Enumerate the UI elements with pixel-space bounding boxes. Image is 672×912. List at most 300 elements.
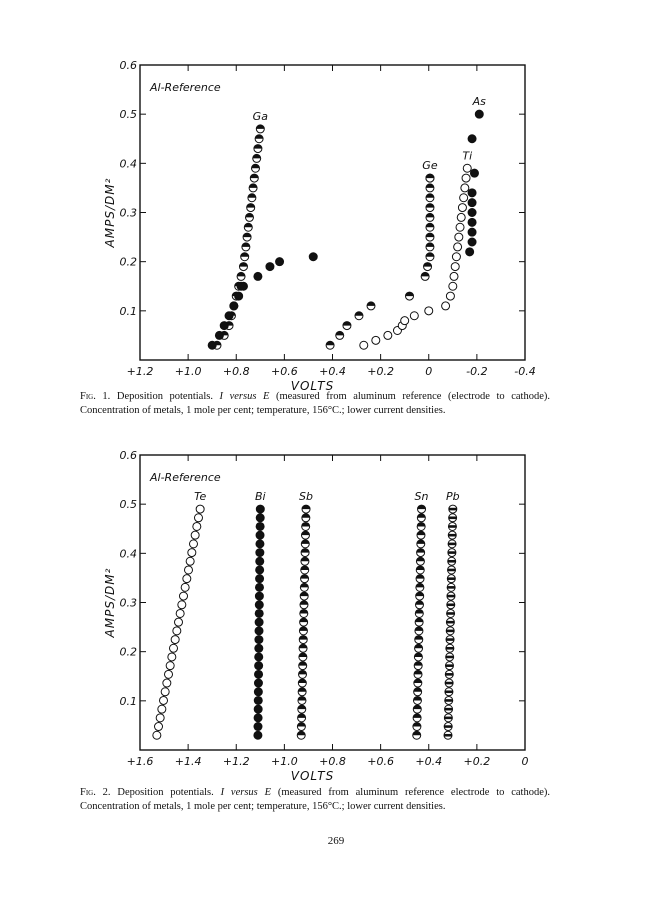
y-tick-label: 0.3 xyxy=(119,206,137,220)
marker-fill xyxy=(446,638,454,641)
data-point xyxy=(445,696,453,704)
data-point xyxy=(415,618,423,626)
series-ti xyxy=(410,164,471,320)
data-point xyxy=(426,233,434,241)
x-tick-label: +0.8 xyxy=(222,365,250,378)
data-point xyxy=(301,575,309,583)
data-point xyxy=(470,169,478,177)
data-point xyxy=(415,636,423,644)
data-point xyxy=(445,705,453,713)
series-pb xyxy=(444,505,457,739)
marker-fill xyxy=(446,630,454,633)
series-label: Ti xyxy=(462,149,473,163)
data-point xyxy=(300,618,308,626)
data-point xyxy=(463,164,471,172)
data-point xyxy=(445,688,453,696)
data-point xyxy=(299,627,307,635)
data-point xyxy=(300,601,308,609)
data-point xyxy=(426,174,434,182)
marker-fill xyxy=(445,708,453,711)
data-point xyxy=(416,592,424,600)
marker-fill xyxy=(447,603,455,606)
data-point xyxy=(298,679,306,687)
data-point xyxy=(302,522,310,530)
data-point xyxy=(426,204,434,212)
marker-fill xyxy=(448,525,456,528)
data-point xyxy=(426,243,434,251)
data-point xyxy=(298,705,306,713)
data-point xyxy=(276,258,284,266)
x-tick-label: +0.6 xyxy=(367,755,394,768)
data-point xyxy=(256,540,264,548)
data-point xyxy=(446,292,454,300)
figure-1-caption xyxy=(80,390,550,418)
x-tick-label: +1.2 xyxy=(222,755,250,768)
x-tick-label: +0.6 xyxy=(271,365,298,378)
data-point xyxy=(298,696,306,704)
series-label: Sn xyxy=(414,490,429,504)
data-point xyxy=(447,609,455,617)
series-label: Sb xyxy=(299,490,314,504)
y-tick-label: 0.2 xyxy=(119,645,137,659)
data-point xyxy=(416,575,424,583)
data-point xyxy=(417,549,425,557)
data-point xyxy=(161,688,169,696)
marker-fill xyxy=(448,551,456,554)
marker-fill xyxy=(447,612,455,615)
data-point xyxy=(445,679,453,687)
data-point xyxy=(256,125,264,133)
data-point xyxy=(196,505,204,513)
reference-annotation: Al-Reference xyxy=(150,81,221,94)
data-point xyxy=(255,601,263,609)
data-point xyxy=(302,505,310,513)
data-point xyxy=(186,557,194,565)
data-point xyxy=(462,174,470,182)
data-point xyxy=(414,653,422,661)
data-point xyxy=(468,218,476,226)
data-point xyxy=(406,292,414,300)
data-point xyxy=(155,723,163,731)
data-point xyxy=(301,557,309,565)
data-point xyxy=(417,522,425,530)
data-point xyxy=(424,263,432,271)
data-point xyxy=(418,505,426,513)
data-point xyxy=(446,618,454,626)
data-point xyxy=(255,592,263,600)
data-point xyxy=(452,253,460,261)
data-point xyxy=(415,609,423,617)
series-ge xyxy=(421,174,434,280)
data-point xyxy=(425,307,433,315)
data-point xyxy=(446,636,454,644)
y-tick-label: 0.4 xyxy=(119,547,137,561)
caption-italic: I versus E xyxy=(219,391,270,402)
data-point xyxy=(301,540,309,548)
x-tick-label: +1.6 xyxy=(126,755,154,768)
data-point xyxy=(384,331,392,339)
figure-2-caption xyxy=(80,786,550,814)
caption-label: Fig. 1. xyxy=(80,391,111,402)
series-as xyxy=(466,110,484,256)
data-point xyxy=(461,184,469,192)
marker-fill xyxy=(447,595,455,598)
data-point xyxy=(250,174,258,182)
series-label: Te xyxy=(194,490,207,504)
data-point xyxy=(239,263,247,271)
data-point xyxy=(256,557,264,565)
data-point xyxy=(299,653,307,661)
data-point xyxy=(448,522,456,530)
data-point xyxy=(445,662,453,670)
data-point xyxy=(446,653,454,661)
y-tick-label: 0.6 xyxy=(119,59,137,72)
data-point xyxy=(256,514,264,522)
data-point xyxy=(297,723,305,731)
data-point xyxy=(372,336,380,344)
data-point xyxy=(193,522,201,530)
data-point xyxy=(448,549,456,557)
data-point xyxy=(355,312,363,320)
data-point xyxy=(410,312,418,320)
series-sb xyxy=(297,505,310,739)
data-point xyxy=(178,601,186,609)
data-point xyxy=(168,653,176,661)
figure-2-chart xyxy=(100,445,540,780)
y-axis-label: AMPS/DM² xyxy=(103,567,117,638)
data-point xyxy=(301,566,309,574)
series-ga xyxy=(213,125,264,349)
data-point xyxy=(255,653,263,661)
data-point xyxy=(163,679,171,687)
data-point xyxy=(415,627,423,635)
data-point xyxy=(457,213,465,221)
caption-text: Deposition potentials. xyxy=(110,391,220,402)
data-point xyxy=(184,566,192,574)
data-point xyxy=(242,243,250,251)
data-point xyxy=(448,531,456,539)
y-tick-label: 0.4 xyxy=(119,157,137,171)
x-tick-label: +0.2 xyxy=(367,365,394,378)
data-point xyxy=(171,636,179,644)
data-point xyxy=(455,233,463,241)
marker-fill xyxy=(446,621,454,624)
x-tick-label: +1.4 xyxy=(174,755,202,768)
data-point xyxy=(225,312,233,320)
y-tick-label: 0.5 xyxy=(119,108,137,122)
series-label: Bi xyxy=(255,490,266,504)
x-tick-label: +0.8 xyxy=(319,755,346,768)
data-point xyxy=(417,514,425,522)
data-point xyxy=(468,238,476,246)
marker-fill xyxy=(448,534,456,537)
data-point xyxy=(173,627,181,635)
data-point xyxy=(255,583,263,591)
data-point xyxy=(254,145,262,153)
x-tick-label: 0 xyxy=(425,365,433,378)
data-point xyxy=(447,601,455,609)
marker-fill xyxy=(444,725,452,728)
marker-fill xyxy=(449,516,457,519)
data-point xyxy=(256,505,264,513)
marker-fill xyxy=(447,586,455,589)
data-point xyxy=(414,688,422,696)
x-tick-label: 0 xyxy=(521,755,529,768)
y-tick-label: 0.1 xyxy=(119,694,137,708)
data-point xyxy=(153,731,161,739)
data-point xyxy=(300,609,308,617)
data-point xyxy=(442,302,450,310)
data-point xyxy=(414,662,422,670)
data-point xyxy=(444,731,452,739)
x-tick-label: +0.2 xyxy=(463,755,491,768)
marker-fill xyxy=(444,734,452,737)
data-point xyxy=(426,253,434,261)
data-point xyxy=(413,705,421,713)
data-point xyxy=(254,705,262,713)
caption-text: Deposition potentials. xyxy=(110,787,221,798)
data-point xyxy=(241,253,249,261)
data-point xyxy=(444,714,452,722)
data-point xyxy=(414,679,422,687)
series-label: As xyxy=(472,95,486,109)
data-point xyxy=(301,549,309,557)
data-point xyxy=(254,696,262,704)
data-point xyxy=(194,514,202,522)
data-point xyxy=(413,723,421,731)
marker-fill xyxy=(444,717,452,720)
data-point xyxy=(416,557,424,565)
data-point xyxy=(254,272,262,280)
data-point xyxy=(298,714,306,722)
data-point xyxy=(252,164,260,172)
data-point xyxy=(299,636,307,644)
marker-fill xyxy=(447,577,455,580)
page-number: 269 xyxy=(327,835,345,847)
caption-label: Fig. 2. xyxy=(80,787,111,798)
data-point xyxy=(256,549,264,557)
y-tick-label: 0.2 xyxy=(119,255,137,269)
data-point xyxy=(237,272,245,280)
data-point xyxy=(451,263,459,271)
data-point xyxy=(235,292,243,300)
data-point xyxy=(256,531,264,539)
data-point xyxy=(254,679,262,687)
x-tick-label: +0.4 xyxy=(319,365,346,378)
caption-italic: I versus E xyxy=(220,787,271,798)
data-point xyxy=(266,263,274,271)
data-point xyxy=(468,135,476,143)
data-point xyxy=(255,644,263,652)
data-point xyxy=(416,583,424,591)
data-point xyxy=(448,557,456,565)
series-label: Pb xyxy=(446,490,460,504)
x-tick-label: +1.0 xyxy=(174,365,202,378)
data-point xyxy=(326,341,334,349)
data-point xyxy=(239,282,247,290)
x-axis-label: VOLTS xyxy=(290,769,335,780)
data-point xyxy=(448,540,456,548)
marker-fill xyxy=(448,560,456,563)
data-point xyxy=(415,601,423,609)
data-point xyxy=(450,272,458,280)
data-point xyxy=(449,282,457,290)
data-point xyxy=(254,731,262,739)
data-point xyxy=(454,243,462,251)
data-point xyxy=(447,592,455,600)
data-point xyxy=(446,627,454,635)
data-point xyxy=(156,714,164,722)
data-point xyxy=(413,731,421,739)
marker-fill xyxy=(446,647,454,650)
data-point xyxy=(256,522,264,530)
data-point xyxy=(256,566,264,574)
data-point xyxy=(299,670,307,678)
data-point xyxy=(248,194,256,202)
data-point xyxy=(447,575,455,583)
data-point xyxy=(426,184,434,192)
series-bi xyxy=(254,505,264,739)
data-point xyxy=(336,331,344,339)
data-point xyxy=(299,644,307,652)
data-point xyxy=(301,531,309,539)
data-point xyxy=(158,705,166,713)
data-point xyxy=(253,154,261,162)
data-point xyxy=(220,322,228,330)
x-tick-label: +1.2 xyxy=(126,365,154,378)
data-point xyxy=(208,341,216,349)
data-point xyxy=(426,213,434,221)
marker-fill xyxy=(448,569,456,572)
x-tick-label: +1.0 xyxy=(271,755,298,768)
data-point xyxy=(170,644,178,652)
data-point xyxy=(254,723,262,731)
data-point xyxy=(176,609,184,617)
data-point xyxy=(299,662,307,670)
data-point xyxy=(449,514,457,522)
x-tick-label: -0.2 xyxy=(466,365,488,378)
data-point xyxy=(179,592,187,600)
data-point xyxy=(255,627,263,635)
data-point xyxy=(183,575,191,583)
data-point xyxy=(447,583,455,591)
marker-fill xyxy=(449,508,457,511)
marker-fill xyxy=(445,682,453,685)
data-point xyxy=(255,618,263,626)
data-point xyxy=(468,209,476,217)
data-point xyxy=(417,531,425,539)
x-tick-label: +0.4 xyxy=(415,755,443,768)
data-point xyxy=(298,688,306,696)
plot-frame xyxy=(140,65,525,360)
data-point xyxy=(255,135,263,143)
data-point xyxy=(244,223,252,231)
data-point xyxy=(215,331,223,339)
y-tick-label: 0.3 xyxy=(119,596,137,610)
data-point xyxy=(160,696,168,704)
data-point xyxy=(414,670,422,678)
data-point xyxy=(449,505,457,513)
marker-fill xyxy=(445,673,453,676)
data-point xyxy=(448,566,456,574)
data-point xyxy=(458,204,466,212)
y-tick-label: 0.5 xyxy=(119,498,137,512)
reference-annotation: Al-Reference xyxy=(150,471,221,484)
data-point xyxy=(166,662,174,670)
data-point xyxy=(188,549,196,557)
data-point xyxy=(367,302,375,310)
data-point xyxy=(416,566,424,574)
data-point xyxy=(300,592,308,600)
data-point xyxy=(247,204,255,212)
data-point xyxy=(230,302,238,310)
data-point xyxy=(255,670,263,678)
marker-fill xyxy=(445,664,453,667)
data-point xyxy=(456,223,464,231)
y-tick-label: 0.6 xyxy=(119,449,137,462)
data-point xyxy=(426,194,434,202)
data-point xyxy=(254,688,262,696)
data-point xyxy=(468,199,476,207)
data-point xyxy=(468,189,476,197)
data-point xyxy=(243,233,251,241)
caption-text: (measured from aluminum reference electrode to cathode). Concentration of metals, 1 mole per cent; temperature, 156°C.; lower current densities. xyxy=(80,787,550,812)
data-point xyxy=(249,184,257,192)
data-point xyxy=(256,575,264,583)
data-point xyxy=(245,213,253,221)
marker-fill xyxy=(448,543,456,546)
marker-fill xyxy=(445,699,453,702)
data-point xyxy=(254,714,262,722)
series-sn xyxy=(413,505,426,739)
caption-text: (measured from aluminum reference (electrode to cathode). Concentration of metals, 1 mole per cent; temperature, 156°C.; lower current densities. xyxy=(80,391,550,416)
data-point xyxy=(426,223,434,231)
data-point xyxy=(300,583,308,591)
data-point xyxy=(255,609,263,617)
data-point xyxy=(255,662,263,670)
data-point xyxy=(343,322,351,330)
data-point xyxy=(460,194,468,202)
data-point xyxy=(175,618,183,626)
data-point xyxy=(466,248,474,256)
data-point xyxy=(189,540,197,548)
figure-1-chart xyxy=(100,55,540,390)
y-tick-label: 0.1 xyxy=(119,304,137,318)
series-label: Ge xyxy=(422,159,438,173)
data-point xyxy=(401,317,409,325)
series-unlabeled-2 xyxy=(360,317,409,350)
y-axis-label: AMPS/DM² xyxy=(103,177,117,248)
data-point xyxy=(413,696,421,704)
data-point xyxy=(297,731,305,739)
data-point xyxy=(302,514,310,522)
data-point xyxy=(468,228,476,236)
data-point xyxy=(165,670,173,678)
data-point xyxy=(417,540,425,548)
series-te xyxy=(153,505,204,739)
data-point xyxy=(181,583,189,591)
marker-fill xyxy=(445,690,453,693)
marker-fill xyxy=(446,656,454,659)
data-point xyxy=(415,644,423,652)
data-point xyxy=(445,670,453,678)
data-point xyxy=(444,723,452,731)
data-point xyxy=(446,644,454,652)
data-point xyxy=(413,714,421,722)
data-point xyxy=(360,341,368,349)
x-tick-label: -0.4 xyxy=(514,365,536,378)
series-label: Ga xyxy=(252,109,268,123)
